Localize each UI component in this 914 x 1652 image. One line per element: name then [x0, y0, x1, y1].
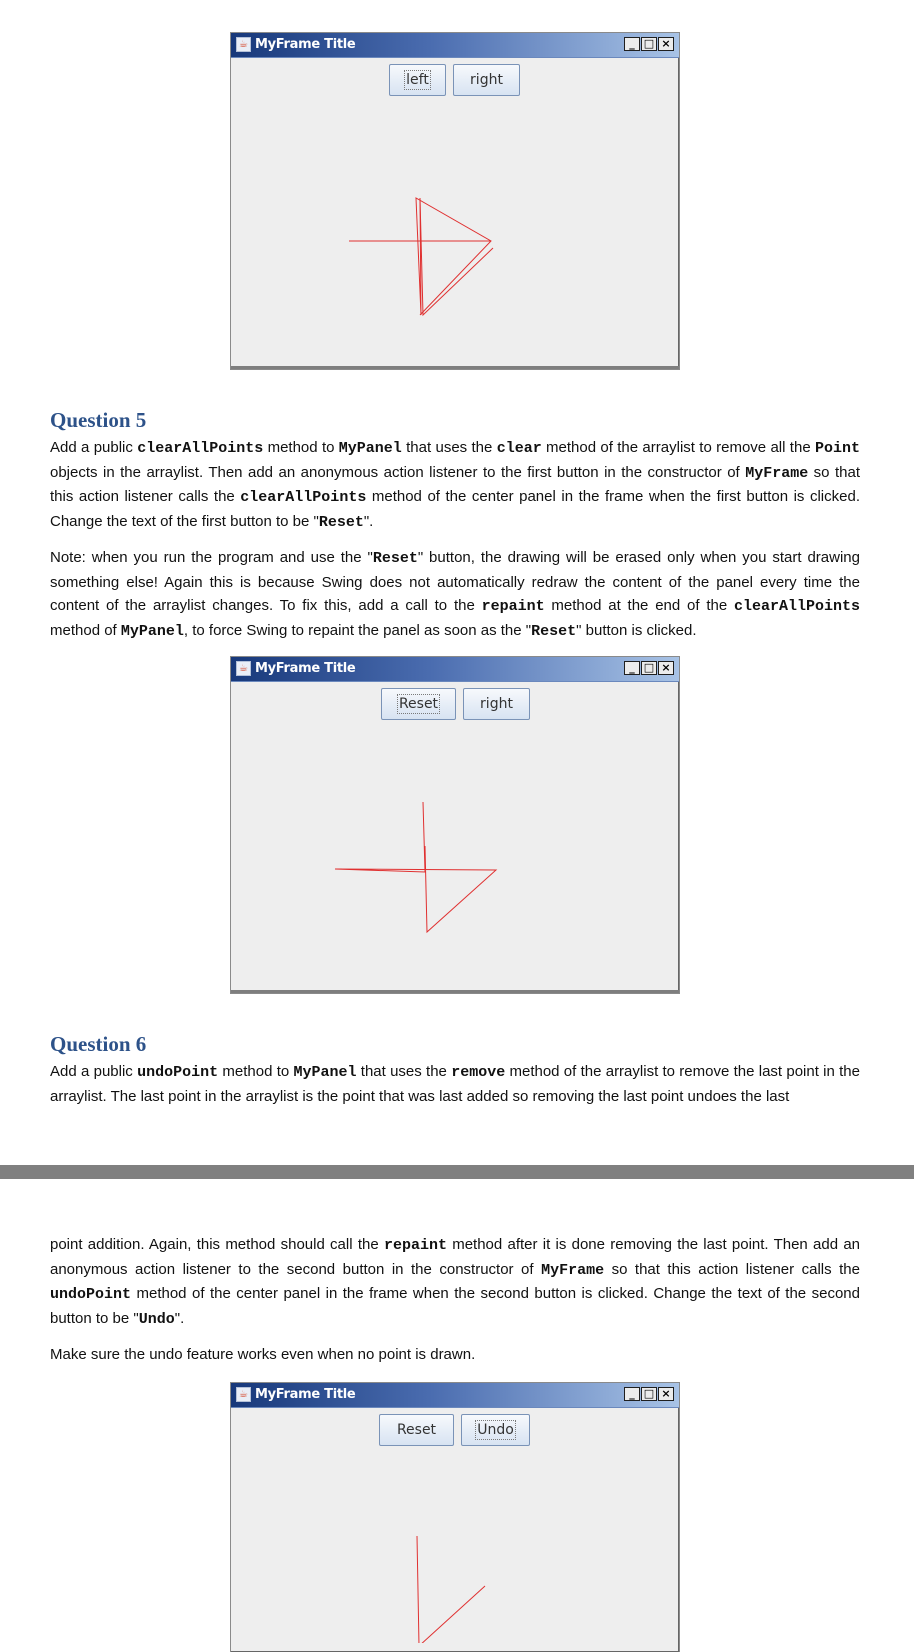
drawn-stroke [335, 802, 496, 932]
java-icon: ☕ [236, 37, 251, 52]
window-title: MyFrame Title [255, 37, 356, 52]
titlebar[interactable] [231, 657, 679, 682]
close-icon[interactable]: × [658, 661, 674, 675]
minimize-icon[interactable]: _ [624, 37, 640, 51]
button-label: Undo [477, 1422, 514, 1438]
titlebar[interactable] [231, 1383, 679, 1408]
myframe-window-3 [230, 1382, 680, 1652]
drawn-stroke [416, 198, 491, 315]
titlebar[interactable] [231, 33, 679, 58]
window-title: MyFrame Title [255, 661, 356, 676]
drawing-canvas[interactable] [231, 58, 679, 363]
question-6-paragraph-2: point addition. Again, this method should call the repaint method after it is done removing the last point. Then add an anonymous action listener to the second button in the constructor of MyFrame so that this action listener calls the undoPoint method of the center panel in the frame when the second button is clicked. Change the text of the second button to be "Undo". [50, 1236, 860, 1328]
myframe-window-1 [230, 32, 680, 370]
button-label: Reset [396, 1422, 437, 1438]
button-label: left [406, 72, 429, 88]
window-title: MyFrame Title [255, 1387, 356, 1402]
java-icon: ☕ [236, 661, 251, 676]
close-icon[interactable]: × [658, 37, 674, 51]
drawing-canvas[interactable] [231, 1408, 679, 1643]
myframe-window-2 [230, 656, 680, 994]
question-5-paragraph-2: Note: when you run the program and use the "Reset" button, the drawing will be erased only when you start drawing something else! Again this is because Swing does not automatically redraw the content of the panel every time the content of the arraylist changes. To fix this, add a call to the repaint method at the end of the clearAllPoints method of MyPanel, to force Swing to repaint the panel as soon as the "Reset" button is clicked. [50, 549, 860, 640]
question-6-heading: Question 6 [50, 1032, 147, 1056]
question-5-paragraph-1: Add a public clearAllPoints method to MyPanel that uses the clear method of the arraylist to remove all the Point objects in the arraylist. Then add an anonymous action listener to the first button in the constructor of MyFrame so that this action listener calls the clearAllPoints method of the center panel in the frame when the first button is clicked. Change the text of the first button to be "Reset". [50, 439, 861, 531]
button-label: Reset [398, 696, 439, 712]
button-label: right [470, 72, 503, 88]
question-6-paragraph-1: Add a public undoPoint method to MyPanel that uses the remove method of the arraylist to remove the last point in the arraylist. The last point in the arraylist is the point that was last added so removing the last point undoes the last [50, 1063, 860, 1105]
maximize-icon[interactable]: □ [641, 1387, 657, 1401]
page-break [0, 1165, 914, 1179]
maximize-icon[interactable]: □ [641, 37, 657, 51]
question-6-paragraph-3: Make sure the undo feature works even when no point is drawn. [50, 1346, 476, 1363]
drawn-stroke [417, 1536, 485, 1643]
minimize-icon[interactable]: _ [624, 661, 640, 675]
button-label: right [480, 696, 513, 712]
close-icon[interactable]: × [658, 1387, 674, 1401]
java-icon: ☕ [236, 1387, 251, 1402]
frame-border [231, 366, 679, 369]
maximize-icon[interactable]: □ [641, 661, 657, 675]
minimize-icon[interactable]: _ [624, 1387, 640, 1401]
question-5-heading: Question 5 [50, 408, 147, 432]
drawn-stroke [420, 198, 493, 315]
frame-border [231, 990, 679, 993]
drawing-canvas[interactable] [231, 682, 679, 987]
